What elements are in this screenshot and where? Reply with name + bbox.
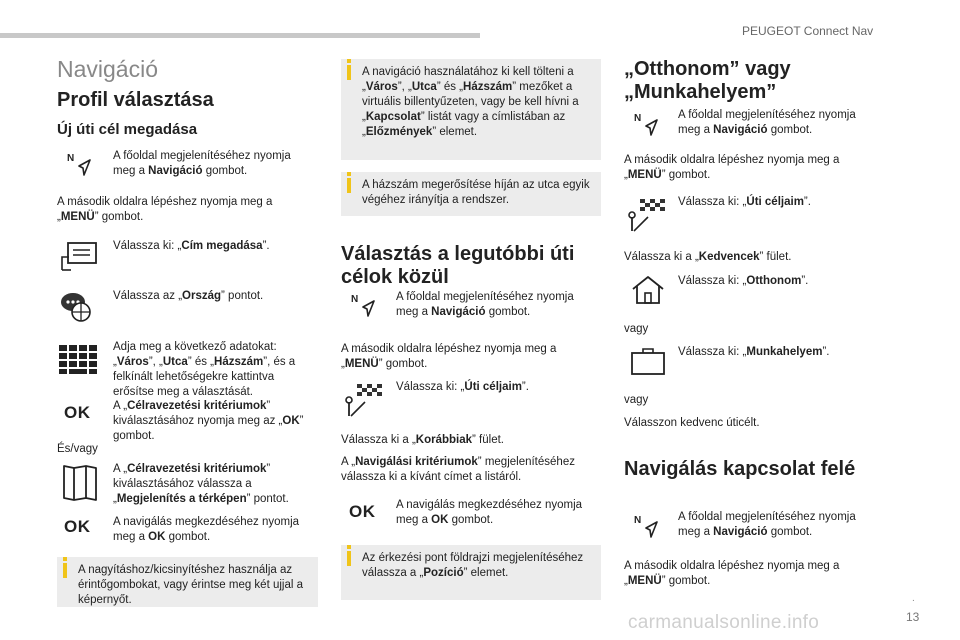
step-country: Válassza az „Ország” pontot. bbox=[113, 290, 264, 302]
step-menu: A második oldalra lépéshez nyomja meg a „MENÜ” gombot. bbox=[624, 154, 840, 181]
info-icon bbox=[347, 65, 351, 80]
home-icon bbox=[630, 275, 666, 305]
my-destinations-icon bbox=[343, 382, 383, 418]
step-main-page: A főoldal megjelenítéséhez nyomja meg a Navigáció gombot. bbox=[113, 150, 291, 177]
heading-recent-destinations: Választás a legutóbbi úti célok közül bbox=[341, 243, 575, 288]
step-enter-data: Adja meg a következő adatokat: „Város”, „Utca” és „Házszám”, és a felkínált lehetőségekre kattintva erősítse meg a választását. bbox=[113, 341, 296, 398]
address-entry-icon bbox=[59, 240, 99, 274]
info-icon bbox=[63, 563, 67, 578]
or-label: vagy bbox=[624, 394, 649, 406]
info-position-text: Az érkezési pont földrajzi megjelenítéséhez válassza a „Pozíció” elemet. bbox=[362, 552, 584, 579]
step-menu: A második oldalra lépéshez nyomja meg a „MENÜ” gombot. bbox=[57, 196, 273, 223]
info-icon bbox=[347, 551, 351, 566]
step-history-tab: Válassza ki a „Korábbiak” fület. bbox=[341, 434, 504, 446]
step-choose-favourite: Válasszon kedvenc úticélt. bbox=[624, 417, 760, 429]
step-select-address: A „Navigálási kritériumok” megjelenítéséhez válassza ki a kívánt címet a listáról. bbox=[341, 456, 575, 483]
heading-navigate-to-contact: Navigálás kapcsolat felé bbox=[624, 458, 856, 480]
step-start-navigation: A navigálás megkezdéséhez nyomja meg a OK gombot. bbox=[113, 516, 300, 543]
watermark: carmanualsonline.info bbox=[628, 612, 820, 633]
page-dot: . bbox=[912, 593, 915, 604]
info-box-address bbox=[341, 59, 601, 160]
map-icon bbox=[62, 464, 98, 502]
step-my-destinations: Válassza ki: „Úti céljaim”. bbox=[678, 196, 811, 208]
ok-button-icon-3: OK bbox=[349, 502, 376, 521]
my-destinations-icon bbox=[626, 197, 666, 233]
step-favourites-tab: Válassza ki a „Kedvencek” fület. bbox=[624, 251, 792, 263]
step-start-navigation: A navigálás megkezdéséhez nyomja meg a OK gombot. bbox=[396, 499, 583, 526]
header-brand: PEUGEOT Connect Nav bbox=[742, 24, 874, 38]
step-main-page: A főoldal megjelenítéséhez nyomja meg a Navigáció gombot. bbox=[678, 109, 856, 136]
heading-profile: Profil választása bbox=[57, 89, 214, 111]
or-label: És/vagy bbox=[57, 443, 98, 455]
info-box-house-number bbox=[341, 172, 601, 216]
step-work: Válassza ki: „Munkahelyem”. bbox=[678, 346, 830, 358]
heading-new-destination: Új úti cél megadása bbox=[57, 121, 198, 138]
country-icon bbox=[59, 290, 99, 324]
step-show-map: A „Célravezetési kritériumok” kiválasztásához válassza a „Megjelenítés a térképen” pontot. bbox=[113, 463, 289, 505]
page-title: Navigáció bbox=[57, 56, 158, 82]
ok-button-icon-2: OK bbox=[64, 517, 91, 536]
heading-home-work: „Otthonom” vagy „Munkahelyem” bbox=[624, 58, 791, 103]
step-address: Válassza ki: „Cím megadása”. bbox=[113, 240, 270, 252]
header-bar bbox=[0, 33, 480, 38]
step-home: Válassza ki: „Otthonom”. bbox=[678, 275, 809, 287]
svg-text:N: N bbox=[351, 294, 359, 305]
info-zoom-text: A nagyításhoz/kicsinyítéshez használja az érintőgombokat, vagy érintse meg két ujjal a képernyőt. bbox=[78, 564, 304, 606]
work-briefcase-icon bbox=[630, 346, 666, 376]
navigation-icon bbox=[350, 291, 376, 317]
or-label: vagy bbox=[624, 323, 649, 335]
keypad-icon bbox=[59, 345, 99, 375]
page-number: 13 bbox=[906, 610, 920, 624]
info-address-text: A navigáció használatához ki kell tölteni a „Város”, „Utca” és „Házszám” mezőket a virtuális billentyűzeten, vagy be kell hívni a „Kapcsolat” listát vagy a címlistában az „Előzmények” elemet. bbox=[362, 66, 579, 138]
step-menu: A második oldalra lépéshez nyomja meg a „MENÜ” gombot. bbox=[624, 560, 840, 587]
navigation-icon bbox=[633, 512, 659, 538]
navigation-icon bbox=[66, 150, 92, 176]
svg-text:N: N bbox=[634, 515, 642, 526]
svg-text:N: N bbox=[634, 113, 642, 124]
svg-text:N: N bbox=[67, 153, 75, 164]
step-my-destinations: Válassza ki: „Úti céljaim”. bbox=[396, 381, 529, 393]
step-menu: A második oldalra lépéshez nyomja meg a „MENÜ” gombot. bbox=[341, 343, 557, 370]
info-box-position bbox=[341, 545, 601, 600]
info-icon bbox=[347, 178, 351, 193]
ok-button-icon: OK bbox=[64, 403, 91, 422]
step-main-page: A főoldal megjelenítéséhez nyomja meg a Navigáció gombot. bbox=[678, 511, 856, 538]
step-criteria-ok: A „Célravezetési kritériumok” kiválasztásához nyomja meg az „OK” gombot. bbox=[113, 400, 304, 442]
step-main-page: A főoldal megjelenítéséhez nyomja meg a Navigáció gombot. bbox=[396, 291, 574, 318]
navigation-icon bbox=[633, 110, 659, 136]
info-box-zoom bbox=[57, 557, 318, 607]
info-house-number-text: A házszám megerősítése híján az utca egyik végéhez irányítja a rendszer. bbox=[362, 179, 590, 206]
